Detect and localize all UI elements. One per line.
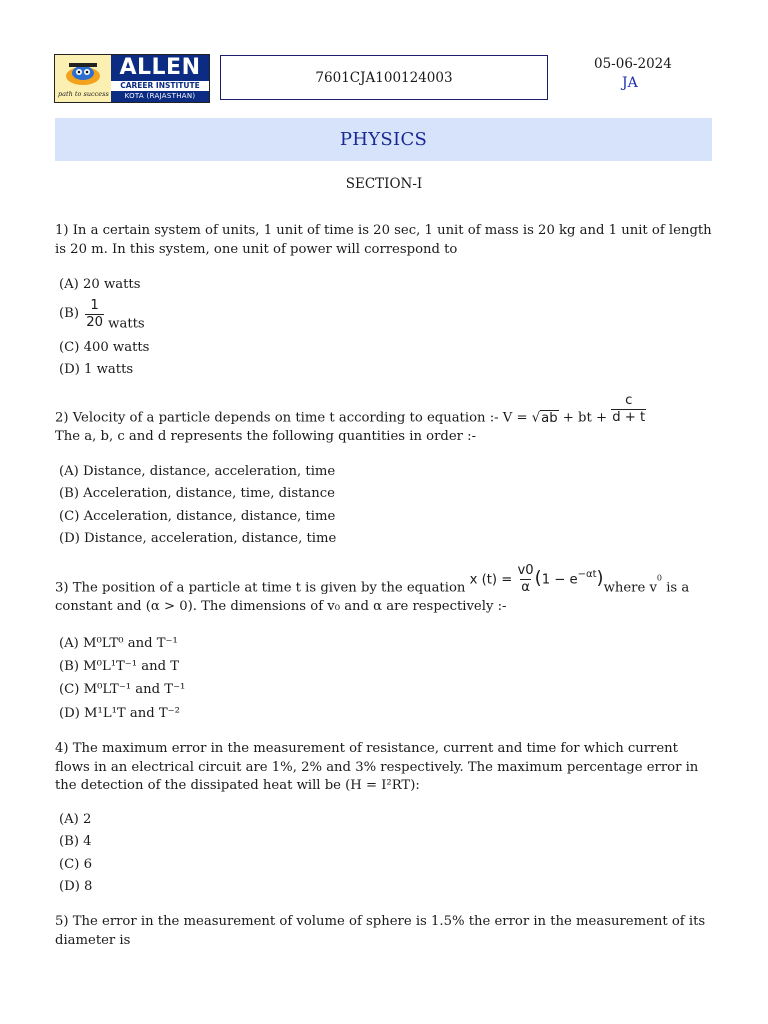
question-4: 4) The maximum error in the measurement of resistance, current and time for which current flows in an electrical circuit are 1%, 2% and 3% respectively. The maximum percentage error in the detection of the dissipated heat will be (H = I²RT): [55, 741, 699, 793]
q2-option-c: (C) Acceleration, distance, distance, time [59, 509, 336, 524]
mascot-icon [63, 61, 103, 87]
subject-banner [55, 118, 712, 161]
question-3-line2: constant and (α > 0). The dimensions of v₀ and α are respectively :- [55, 599, 507, 614]
logo-emblem [55, 55, 111, 102]
course-code: JA [622, 75, 638, 91]
q3-option-b: (B) M⁰L¹T⁻¹ and T [59, 659, 180, 674]
paper-code-box [220, 55, 548, 100]
section-heading: SECTION-I [345, 176, 423, 192]
exam-date: 05-06-2024 [594, 56, 672, 72]
subject-title: PHYSICS [339, 129, 428, 150]
logo-tagline: path to success [58, 90, 109, 98]
q2-option-a: (A) Distance, distance, acceleration, time [59, 464, 336, 479]
question-3: 3) The position of a particle at time t is given by the equation x (t) = $\frac{v0}{\alpha}$ $(1 - e^{-\alpha t})where$ $v^0$ is a [55, 563, 690, 596]
q3-option-a: (A) M⁰LT⁰ and T⁻¹ [59, 636, 178, 651]
logo-location: KOTA (RAJASTHAN) [111, 91, 209, 102]
institute-logo [54, 54, 210, 103]
question-1: 1) In a certain system of units, 1 unit of time is 20 sec, 1 unit of mass is 20 kg and 1 unit of length is 20 m. In this system, one unit of power will correspond to [55, 223, 712, 257]
q1-option-b: (B) $\frac{1}{20}$ watts [59, 298, 145, 332]
q4-option-d: (D) 8 [59, 879, 93, 894]
q2-option-d: (D) Distance, acceleration, distance, time [59, 531, 337, 546]
logo-brand: ALLEN [111, 55, 209, 81]
question-5: 5) The error in the measurement of volume of sphere is 1.5% the error in the measurement of its diameter is [55, 914, 706, 948]
q3-option-d: (D) M¹L¹T and T⁻² [59, 706, 180, 721]
question-2: 2) Velocity of a particle depends on time t according to equation :- V = √ab + bt + $\frac{c}{d + t}$ [55, 393, 646, 426]
paper-code: 7601CJA100124003 [315, 69, 453, 86]
q2-option-b: (B) Acceleration, distance, time, distance [59, 486, 335, 501]
q4-option-b: (B) 4 [59, 834, 92, 849]
q1-option-c: (C) 400 watts [59, 340, 150, 355]
logo-subtitle: CAREER INSTITUTE [111, 81, 209, 91]
q4-option-c: (C) 6 [59, 857, 92, 872]
question-2-line2: The a, b, c and d represents the following quantities in order :- [55, 429, 477, 444]
q4-option-a: (A) 2 [59, 812, 92, 827]
q1-option-a: (A) 20 watts [59, 277, 141, 292]
q1-option-d: (D) 1 watts [59, 362, 134, 377]
q3-option-c: (C) M⁰LT⁻¹ and T⁻¹ [59, 682, 186, 697]
